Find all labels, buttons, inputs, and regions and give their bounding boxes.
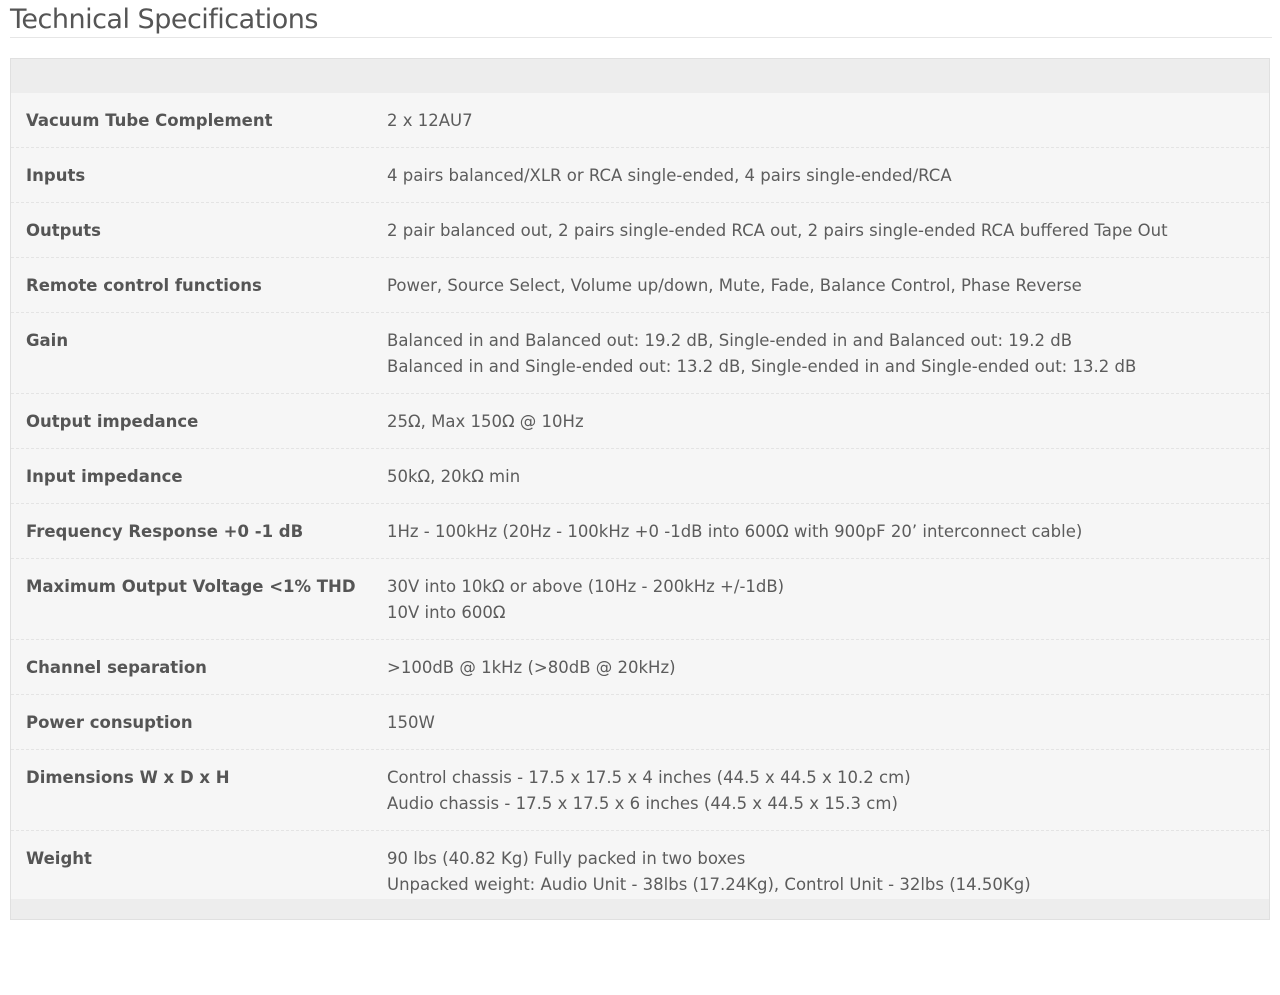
spec-value bbox=[387, 328, 1269, 380]
spec-row bbox=[11, 695, 1269, 750]
spec-label: Weight bbox=[26, 849, 92, 868]
spec-value-line: Balanced in and Balanced out: 19.2 dB, Single-ended in and Balanced out: 19.2 dB bbox=[387, 331, 1073, 350]
spec-row bbox=[11, 258, 1269, 313]
spec-row bbox=[11, 640, 1269, 695]
spec-value-line: >100dB @ 1kHz (>80dB @ 20kHz) bbox=[387, 658, 676, 677]
spec-value-line: Control chassis - 17.5 x 17.5 x 4 inches (44.5 x 44.5 x 10.2 cm) bbox=[387, 768, 911, 787]
spec-value-line: 25Ω, Max 150Ω @ 10Hz bbox=[387, 412, 584, 431]
spec-value bbox=[387, 108, 1269, 134]
spec-value-line: Balanced in and Single-ended out: 13.2 dB, Single-ended in and Single-ended out: 13.2 dB bbox=[387, 357, 1137, 376]
spec-value-line: 1Hz - 100kHz (20Hz - 100kHz +0 -1dB into 600Ω with 900pF 20’ interconnect cable) bbox=[387, 522, 1083, 541]
spec-value bbox=[387, 655, 1269, 681]
spec-label: Outputs bbox=[26, 221, 101, 240]
spec-label: Maximum Output Voltage <1% THD bbox=[26, 577, 356, 596]
spec-label: Vacuum Tube Complement bbox=[26, 111, 273, 130]
spec-row bbox=[11, 394, 1269, 449]
spec-value-line: 50kΩ, 20kΩ min bbox=[387, 467, 521, 486]
spec-value-line: 10V into 600Ω bbox=[387, 603, 506, 622]
spec-value bbox=[387, 218, 1269, 244]
spec-label: Inputs bbox=[26, 166, 86, 185]
spec-value-line: 4 pairs balanced/XLR or RCA single-ended, 4 pairs single-ended/RCA bbox=[387, 166, 952, 185]
spec-value-line: Unpacked weight: Audio Unit - 38lbs (17.24Kg), Control Unit - 32lbs (14.50Kg) bbox=[387, 875, 1031, 894]
specs-table bbox=[10, 58, 1270, 920]
specs-table-footer bbox=[11, 899, 1269, 919]
spec-row bbox=[11, 504, 1269, 559]
spec-label: Remote control functions bbox=[26, 276, 262, 295]
spec-value bbox=[387, 574, 1269, 626]
spec-value bbox=[387, 163, 1269, 189]
spec-row bbox=[11, 559, 1269, 640]
spec-value bbox=[387, 846, 1269, 898]
page-title: Technical Specifications bbox=[10, 4, 318, 35]
spec-value-line: Audio chassis - 17.5 x 17.5 x 6 inches (44.5 x 44.5 x 15.3 cm) bbox=[387, 794, 898, 813]
spec-label: Channel separation bbox=[26, 658, 207, 677]
specs-rows bbox=[11, 93, 1269, 911]
spec-value bbox=[387, 765, 1269, 817]
spec-value-line: 90 lbs (40.82 Kg) Fully packed in two boxes bbox=[387, 849, 746, 868]
spec-label: Power consuption bbox=[26, 713, 193, 732]
spec-row bbox=[11, 313, 1269, 394]
spec-label: Input impedance bbox=[26, 467, 183, 486]
specs-table-header bbox=[11, 59, 1269, 93]
spec-value-line: 2 x 12AU7 bbox=[387, 111, 473, 130]
spec-row bbox=[11, 203, 1269, 258]
spec-value-line: 2 pair balanced out, 2 pairs single-ended RCA out, 2 pairs single-ended RCA buffered Tape Out bbox=[387, 221, 1168, 240]
spec-row bbox=[11, 93, 1269, 148]
spec-value bbox=[387, 710, 1269, 736]
spec-value bbox=[387, 273, 1269, 299]
spec-value-line: 30V into 10kΩ or above (10Hz - 200kHz +/-1dB) bbox=[387, 577, 785, 596]
spec-value-line: Power, Source Select, Volume up/down, Mute, Fade, Balance Control, Phase Reverse bbox=[387, 276, 1082, 295]
spec-label: Frequency Response +0 -1 dB bbox=[26, 522, 304, 541]
spec-label: Gain bbox=[26, 331, 69, 350]
title-divider bbox=[10, 37, 1272, 38]
spec-label: Output impedance bbox=[26, 412, 199, 431]
spec-value bbox=[387, 519, 1269, 545]
spec-row bbox=[11, 449, 1269, 504]
spec-value-line: 150W bbox=[387, 713, 435, 732]
spec-value bbox=[387, 464, 1269, 490]
spec-label: Dimensions W x D x H bbox=[26, 768, 230, 787]
spec-row bbox=[11, 148, 1269, 203]
spec-row bbox=[11, 750, 1269, 831]
spec-value bbox=[387, 409, 1269, 435]
